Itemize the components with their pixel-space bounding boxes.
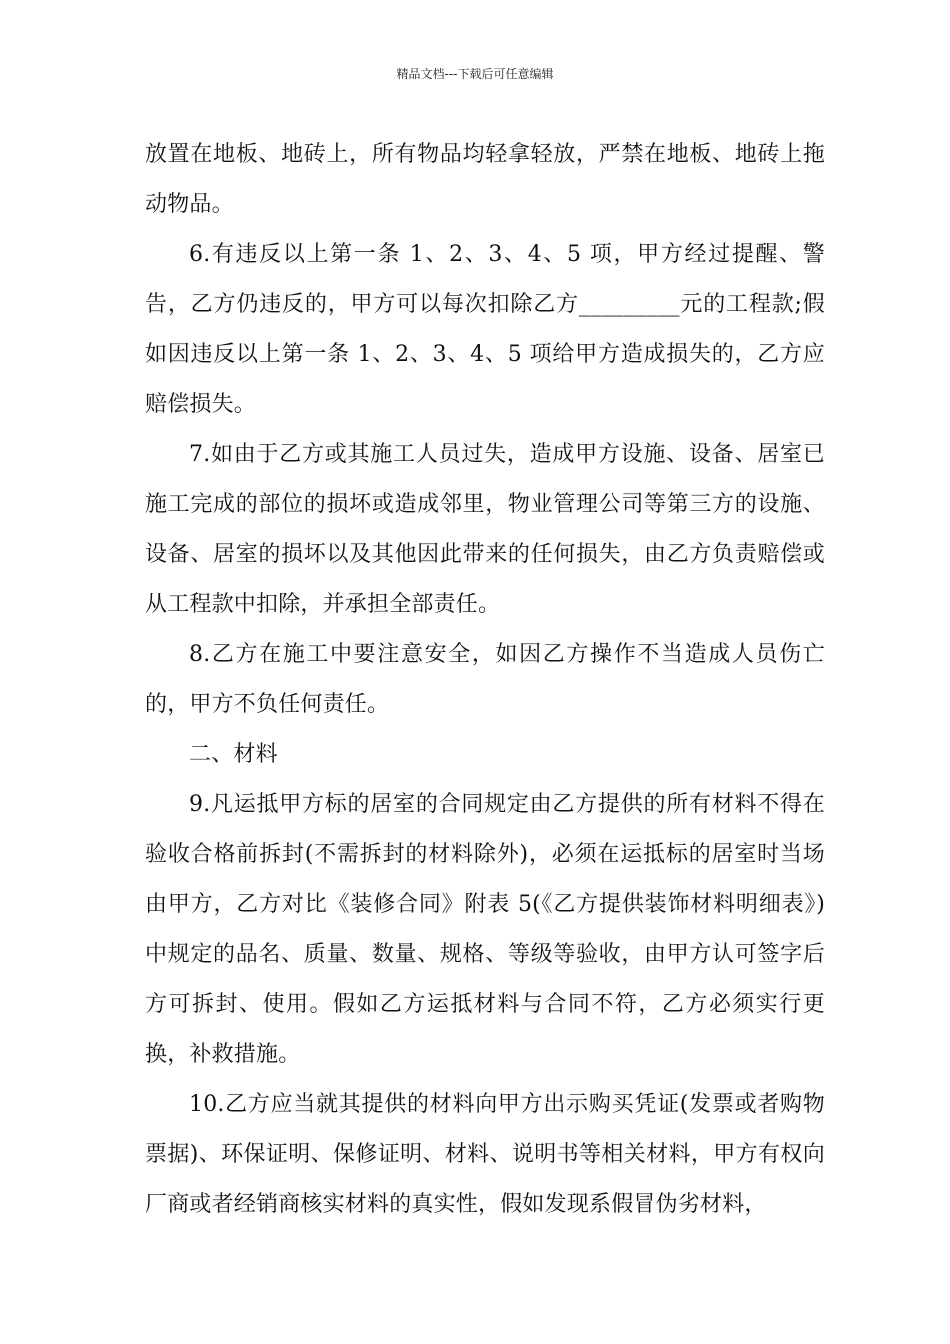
paragraph-clause-9: 9.凡运抵甲方标的居室的合同规定由乙方提供的所有材料不得在验收合格前拆封(不需拆封的材料除外)，必须在运抵标的居室时当场由甲方，乙方对比《装修合同》附表 5(《乙方提供装饰材料明细表》)中规定的品名、质量、数量、规格、等级等验收，由甲方认可签字后方可拆封、使用。假如乙方运抵材料与合同不符，乙方必须实行更换，补救措施。 [145, 792, 825, 1067]
paragraph-clause-6: 6.有违反以上第一条 1、2、3、4、5 项，甲方经过提醒、警告，乙方仍违反的，甲方可以每次扣除乙方_________元的工程款;假如因违反以上第一条 1、2、3、4、5 项给甲方造成损失的，乙方应赔偿损失。 [145, 242, 825, 417]
paragraph-clause-7: 7.如由于乙方或其施工人员过失，造成甲方设施、设备、居室已施工完成的部位的损坏或造成邻里，物业管理公司等第三方的设施、设备、居室的损坏以及其他因此带来的任何损失，由乙方负责赔偿或从工程款中扣除，并承担全部责任。 [145, 442, 825, 617]
section-heading-materials: 二、材料 [189, 742, 278, 767]
paragraph-clause-8: 8.乙方在施工中要注意安全，如因乙方操作不当造成人员伤亡的，甲方不负任何责任。 [145, 642, 825, 717]
page-header: 精品文档---下载后可任意编辑 [396, 67, 554, 81]
paragraph-continuation: 放置在地板、地砖上，所有物品均轻拿轻放，严禁在地板、地砖上拖动物品。 [145, 142, 825, 217]
paragraph-clause-10: 10.乙方应当就其提供的材料向甲方出示购买凭证(发票或者购物票据)、环保证明、保修证明、材料、说明书等相关材料，甲方有权向厂商或者经销商核实材料的真实性，假如发现系假冒伪劣材料， [145, 1092, 825, 1217]
document-body [145, 130, 825, 1230]
